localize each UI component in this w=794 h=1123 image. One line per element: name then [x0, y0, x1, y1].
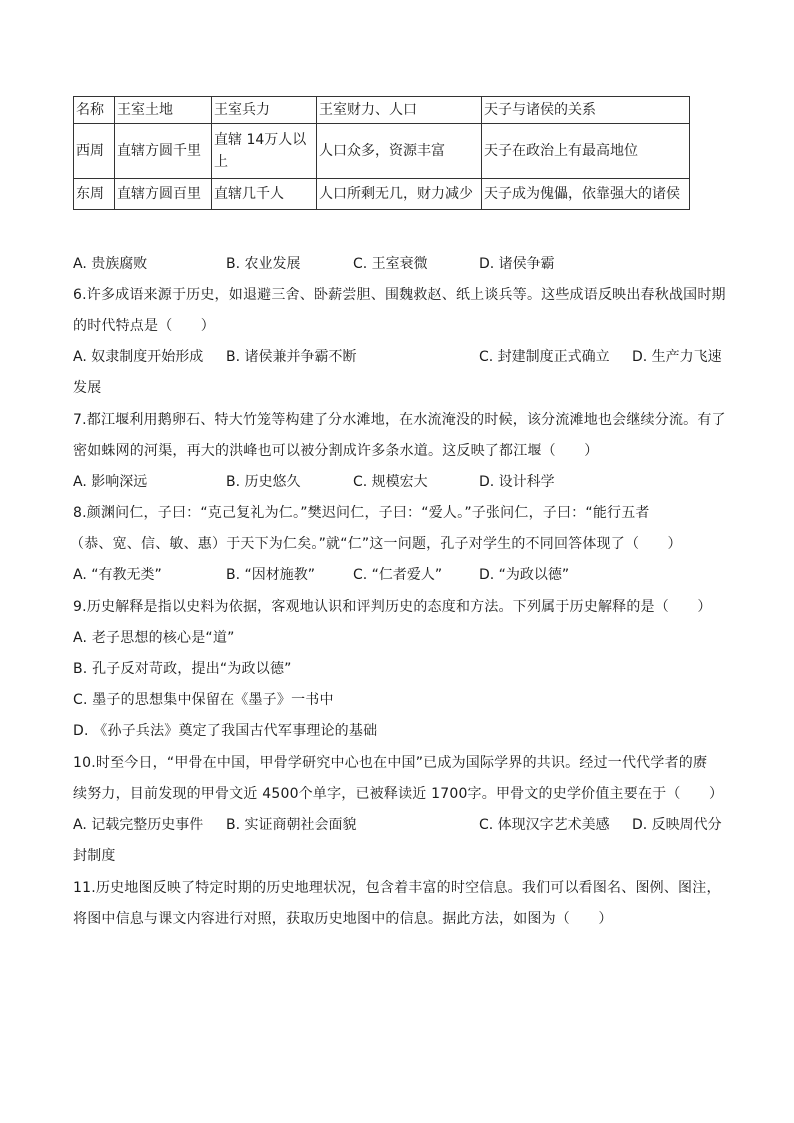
q9-option-b[interactable]: B. 孔子反对苛政，提出“为政以德” [73, 661, 292, 677]
q10-stem-line: 10.时至今日，“甲骨在中国，甲骨学研究中心也在中国”已成为国际学界的共识。经过一代代学者的赓 [73, 755, 708, 771]
q5-option-b[interactable]: B. 农业发展 [226, 256, 301, 272]
q7-option-b[interactable]: B. 历史悠久 [226, 474, 301, 490]
q8-option-c[interactable]: C. “仁者爱人” [353, 567, 443, 583]
table-header-cell: 王室财力、人口 [317, 97, 482, 124]
table-row [74, 179, 690, 210]
table-cell: 东周 [74, 179, 115, 210]
table-cell: 直辖几千人 [212, 179, 317, 210]
cell-text: 直辖 14万人以 [214, 132, 307, 148]
q7-option-d[interactable]: D. 设计科学 [479, 474, 555, 490]
q9-option-c[interactable]: C. 墨子的思想集中保留在《墨子》一书中 [73, 692, 334, 708]
q10-option-d[interactable]: D. 反映周代分 [632, 817, 722, 833]
q10-stem-line: 续努力，目前发现的甲骨文近 4500个单字，已被释读近 1700字。甲骨文的史学价值主要在于（ ） [73, 786, 724, 802]
comparison-table [73, 96, 690, 210]
q9-stem-line: 9.历史解释是指以史料为依据，客观地认识和评判历史的态度和方法。下列属于历史解释的是（ ） [73, 599, 712, 615]
table-cell: 人口所剩无几，财力减少 [317, 179, 482, 210]
q7-option-a[interactable]: A. 影响深远 [73, 474, 148, 490]
table-cell: 天子成为傀儡，依靠强大的诸侯 [482, 179, 690, 210]
q8-option-a[interactable]: A. “有教无类” [73, 567, 162, 583]
q6-stem-line: 的时代特点是（ ） [73, 318, 215, 334]
q6-stem-line: 6.许多成语来源于历史，如退避三舍、卧薪尝胆、围魏救赵、纸上谈兵等。这些成语反映出春秋战国时期 [73, 287, 726, 303]
q6-option-d-wrap: 发展 [73, 380, 102, 396]
table-cell: 直辖方圆百里 [115, 179, 212, 210]
table-header-cell: 名称 [74, 97, 115, 124]
q5-option-c[interactable]: C. 王室衰微 [353, 256, 428, 272]
q6-option-c[interactable]: C. 封建制度正式确立 [479, 349, 610, 365]
table-header-cell: 王室土地 [115, 97, 212, 124]
q11-stem-line: 将图中信息与课文内容进行对照，获取历史地图中的信息。据此方法，如图为（ ） [73, 911, 613, 927]
q11-stem-line: 11.历史地图反映了特定时期的历史地理状况，包含着丰富的时空信息。我们可以看图名、图例、图注， [73, 880, 721, 896]
q10-option-a[interactable]: A. 记载完整历史事件 [73, 817, 204, 833]
cell-text: 上 [214, 154, 228, 170]
q8-option-d[interactable]: D. “为政以德” [479, 567, 570, 583]
q6-option-b[interactable]: B. 诸侯兼并争霸不断 [226, 349, 357, 365]
table-cell [212, 124, 317, 179]
q8-stem-line: （恭、宽、信、敏、惠）于天下为仁矣。”就“仁”这一问题，孔子对学生的不同回答体现了（ ） [70, 536, 682, 552]
table-cell: 天子在政治上有最高地位 [482, 124, 690, 179]
q9-option-d[interactable]: D. 《孙子兵法》奠定了我国古代军事理论的基础 [73, 723, 378, 739]
table-header-row [74, 97, 690, 124]
table-header-cell: 天子与诸侯的关系 [482, 97, 690, 124]
q6-option-a[interactable]: A. 奴隶制度开始形成 [73, 349, 204, 365]
q6-option-d[interactable]: D. 生产力飞速 [632, 349, 722, 365]
q5-option-a[interactable]: A. 贵族腐败 [73, 256, 148, 272]
q8-stem-line: 8.颜渊问仁，子曰：“克己复礼为仁。”樊迟问仁，子曰：“爱人。”子张问仁，子曰：“能行五者 [73, 505, 650, 521]
q7-stem-line: 密如蛛网的河渠，再大的洪峰也可以被分割成许多条水道。这反映了都江堰（ ） [73, 443, 599, 459]
q10-option-b[interactable]: B. 实证商朝社会面貌 [226, 817, 357, 833]
q8-option-b[interactable]: B. “因材施教” [226, 567, 316, 583]
table-cell: 西周 [74, 124, 115, 179]
table-cell: 直辖方圆千里 [115, 124, 212, 179]
table-cell: 人口众多，资源丰富 [317, 124, 482, 179]
q7-option-c[interactable]: C. 规模宏大 [353, 474, 428, 490]
q5-option-d[interactable]: D. 诸侯争霸 [479, 256, 555, 272]
q9-option-a[interactable]: A. 老子思想的核心是“道” [73, 630, 235, 646]
q7-stem-line: 7.都江堰利用鹅卵石、特大竹笼等构建了分水滩地，在水流淹没的时候，该分流滩地也会继续分流。有了 [73, 412, 726, 428]
q10-option-d-wrap: 封制度 [73, 848, 116, 864]
q10-option-c[interactable]: C. 体现汉字艺术美感 [479, 817, 610, 833]
table-row [74, 124, 690, 179]
table-header-cell: 王室兵力 [212, 97, 317, 124]
